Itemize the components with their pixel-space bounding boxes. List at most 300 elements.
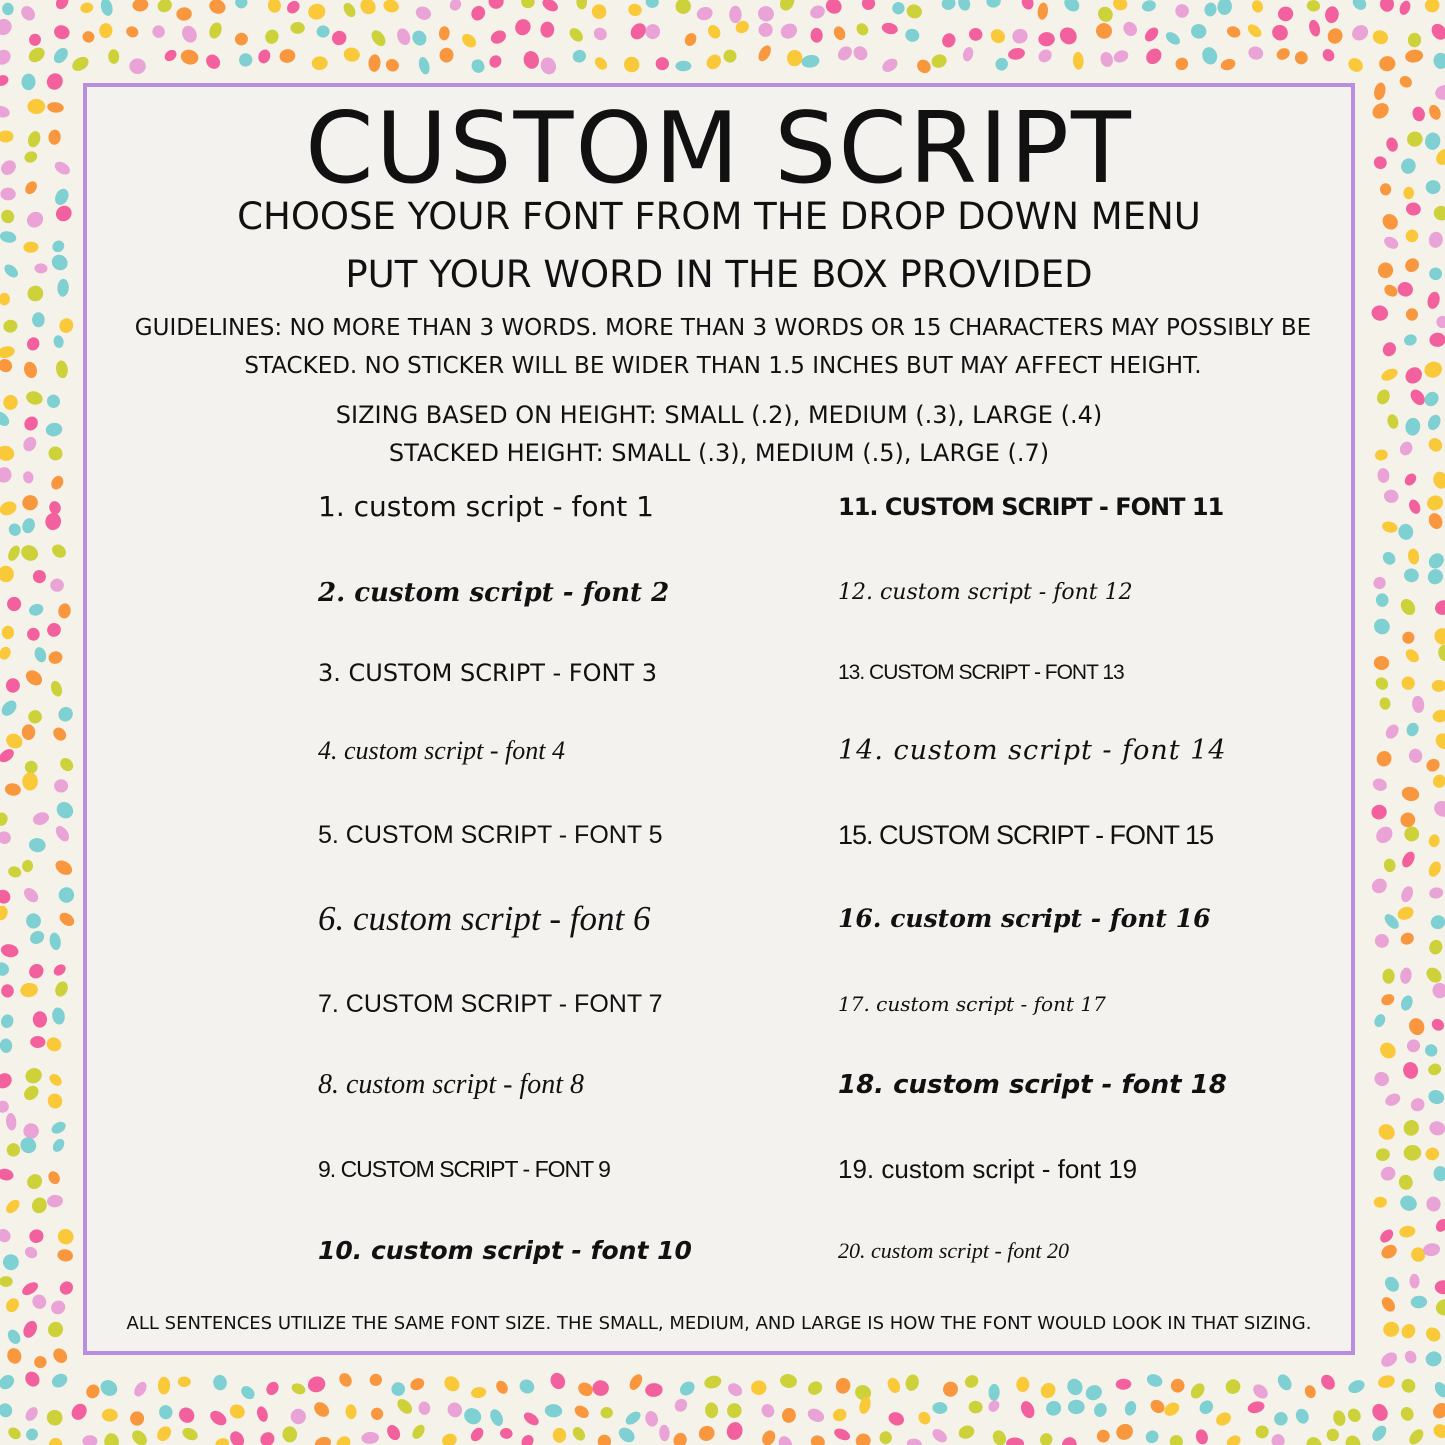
confetti-dot xyxy=(1223,1376,1244,1397)
confetti-dot xyxy=(21,493,40,512)
confetti-dot xyxy=(290,1381,307,1396)
confetti-dot xyxy=(1403,1145,1421,1161)
font-sample-13: 13. CUSTOM SCRIPT - FONT 13 xyxy=(838,661,1124,684)
confetti-dot xyxy=(1424,131,1442,151)
confetti-dot xyxy=(1056,24,1080,48)
confetti-dot xyxy=(1373,656,1389,671)
confetti-dot xyxy=(623,1409,643,1427)
confetti-dot xyxy=(24,209,46,231)
confetti-dot xyxy=(990,1428,1008,1445)
confetti-dot xyxy=(881,21,899,35)
confetti-dot xyxy=(22,360,39,379)
confetti-dot xyxy=(1403,647,1421,665)
confetti-dot xyxy=(1332,1409,1347,1427)
confetti-dot xyxy=(705,23,723,41)
confetti-dot xyxy=(1429,1016,1445,1033)
confetti-dot xyxy=(1425,566,1445,587)
confetti-dot xyxy=(1379,1242,1399,1261)
confetti-dot xyxy=(1428,886,1444,899)
confetti-dot xyxy=(988,26,1008,46)
confetti-dot xyxy=(553,1428,567,1443)
confetti-dot xyxy=(84,1382,102,1401)
confetti-dot xyxy=(592,55,609,72)
confetti-dot xyxy=(1403,227,1420,244)
confetti-dot xyxy=(616,1425,637,1445)
confetti-dot xyxy=(22,74,36,91)
confetti-dot xyxy=(1404,417,1421,436)
confetti-dot xyxy=(1373,675,1390,693)
confetti-dot xyxy=(51,45,71,66)
confetti-dot xyxy=(21,1319,40,1340)
confetti-dot xyxy=(1426,859,1443,878)
font-sample-16: 16. custom script - font 16 xyxy=(838,904,1211,933)
confetti-dot xyxy=(0,47,14,68)
confetti-dot xyxy=(53,799,76,822)
confetti-dot xyxy=(0,645,13,662)
confetti-dot xyxy=(1422,1042,1440,1060)
confetti-dot xyxy=(776,1434,795,1445)
confetti-dot xyxy=(1405,1037,1423,1054)
font-sample-5: 5. CUSTOM SCRIPT - FONT 5 xyxy=(318,821,663,849)
confetti-dot xyxy=(1016,1376,1030,1392)
confetti-dot xyxy=(1162,1400,1182,1419)
confetti-dot xyxy=(58,755,76,773)
confetti-dot xyxy=(778,21,800,42)
confetti-dot xyxy=(1373,823,1396,846)
confetti-dot xyxy=(723,49,736,62)
confetti-dot xyxy=(0,564,15,583)
confetti-dot xyxy=(538,55,558,76)
confetti-dot xyxy=(57,279,69,297)
confetti-dot xyxy=(1424,493,1445,514)
confetti-dot xyxy=(1428,231,1444,249)
confetti-dot xyxy=(1382,968,1395,984)
confetti-dot xyxy=(930,52,949,70)
confetti-dot xyxy=(27,1227,45,1245)
confetti-dot xyxy=(278,48,296,64)
confetti-dot xyxy=(50,238,67,255)
confetti-dot xyxy=(1433,52,1445,69)
confetti-dot xyxy=(0,887,13,907)
confetti-dot xyxy=(1399,931,1416,947)
confetti-dot xyxy=(410,28,429,48)
confetti-dot xyxy=(1431,708,1445,724)
confetti-dot xyxy=(570,1425,587,1443)
confetti-dot xyxy=(1398,1224,1416,1238)
confetti-dot xyxy=(44,512,62,532)
confetti-dot xyxy=(176,1404,198,1426)
confetti-dot xyxy=(1277,5,1295,22)
confetti-dot xyxy=(313,1435,333,1445)
confetti-dot xyxy=(1378,696,1391,710)
confetti-dot xyxy=(447,0,463,13)
confetti-dot xyxy=(0,1013,15,1030)
confetti-dot xyxy=(6,1425,23,1441)
confetti-dot xyxy=(1083,1382,1105,1403)
confetti-dot xyxy=(19,982,38,999)
sizing-height-text: SIZING BASED ON HEIGHT: SMALL (.2), MEDIUM (.3), LARGE (.4) xyxy=(335,401,1103,429)
confetti-dot xyxy=(1433,1165,1445,1182)
confetti-dot xyxy=(1426,290,1442,310)
confetti-dot xyxy=(0,943,20,959)
confetti-dot xyxy=(6,678,20,693)
confetti-dot xyxy=(27,628,40,641)
confetti-dot xyxy=(22,773,38,791)
confetti-dot xyxy=(33,646,48,664)
confetti-dot xyxy=(53,202,75,224)
confetti-dot xyxy=(704,52,724,73)
confetti-dot xyxy=(726,1381,745,1399)
confetti-dot xyxy=(1431,1421,1445,1441)
confetti-dot xyxy=(0,1401,15,1420)
confetti-dot xyxy=(1382,1320,1401,1338)
confetti-dot xyxy=(1324,1427,1341,1444)
confetti-dot xyxy=(25,335,42,352)
confetti-dot xyxy=(488,1407,506,1428)
confetti-dot xyxy=(0,904,9,922)
confetti-dot xyxy=(1006,1437,1024,1445)
confetti-dot xyxy=(1396,904,1416,922)
confetti-dot xyxy=(227,1429,246,1445)
confetti-dot xyxy=(1399,885,1415,904)
confetti-dot xyxy=(0,499,19,518)
confetti-dot xyxy=(1219,57,1237,72)
confetti-dot xyxy=(256,48,272,66)
confetti-dot xyxy=(1037,2,1049,20)
stacked-height-text: STACKED HEIGHT: SMALL (.3), MEDIUM (.5), LARGE (.7) xyxy=(388,439,1050,467)
confetti-dot xyxy=(384,1423,402,1443)
confetti-dot xyxy=(1427,938,1444,956)
page-title: CUSTOM SCRIPT xyxy=(305,92,1133,206)
confetti-dot xyxy=(780,1407,797,1425)
confetti-dot xyxy=(1371,574,1388,591)
confetti-dot xyxy=(1396,280,1416,299)
confetti-dot xyxy=(487,53,504,70)
confetti-dot xyxy=(1374,448,1389,461)
confetti-dot xyxy=(178,1376,192,1387)
confetti-dot xyxy=(854,21,871,38)
confetti-dot xyxy=(150,23,167,40)
confetti-dot xyxy=(99,23,113,39)
confetti-dot xyxy=(1400,675,1416,691)
confetti-dot xyxy=(1225,24,1242,39)
confetti-dot xyxy=(1376,261,1394,280)
confetti-dot xyxy=(941,1379,960,1399)
confetti-dot xyxy=(237,51,255,69)
confetti-dot xyxy=(1408,387,1428,408)
confetti-dot xyxy=(1112,48,1130,64)
confetti-dot xyxy=(1431,798,1445,820)
confetti-dot xyxy=(1369,803,1388,822)
confetti-dot xyxy=(50,1346,69,1366)
confetti-dot xyxy=(49,251,71,273)
confetti-dot xyxy=(760,1428,778,1445)
confetti-dot xyxy=(1405,202,1421,217)
confetti-dot xyxy=(26,961,46,981)
confetti-dot xyxy=(1424,756,1442,774)
confetti-dot xyxy=(0,983,15,998)
confetti-dot xyxy=(1371,776,1389,793)
confetti-dot xyxy=(986,1398,1001,1414)
confetti-dot xyxy=(805,1406,826,1425)
confetti-dot xyxy=(1398,810,1418,829)
confetti-dot xyxy=(519,1433,536,1445)
confetti-dot xyxy=(341,1,358,19)
confetti-dot xyxy=(0,345,16,360)
font-sample-7: 7. CUSTOM SCRIPT - FONT 7 xyxy=(318,990,663,1018)
confetti-dot xyxy=(1141,0,1157,13)
confetti-dot xyxy=(32,312,45,327)
confetti-dot xyxy=(0,1276,13,1287)
confetti-dot xyxy=(51,1006,66,1025)
confetti-dot xyxy=(0,811,10,828)
confetti-dot xyxy=(1275,46,1292,62)
confetti-dot xyxy=(1194,1428,1209,1445)
confetti-dot xyxy=(50,578,64,592)
confetti-dot xyxy=(329,28,349,48)
confetti-dot xyxy=(81,29,96,44)
confetti-dot xyxy=(1214,1410,1234,1428)
confetti-dot xyxy=(988,1384,1000,1401)
confetti-dot xyxy=(2,262,21,280)
confetti-dot xyxy=(540,21,555,38)
confetti-dot xyxy=(440,1431,459,1445)
confetti-dot xyxy=(677,1379,697,1399)
confetti-dot xyxy=(46,1169,62,1186)
confetti-dot xyxy=(58,886,75,903)
confetti-dot xyxy=(4,1296,22,1315)
confetti-dot xyxy=(1369,1423,1389,1444)
confetti-dot xyxy=(572,1403,591,1421)
confetti-dot xyxy=(1275,1372,1294,1393)
confetti-dot xyxy=(1269,22,1291,44)
confetti-dot xyxy=(44,1407,66,1429)
confetti-dot xyxy=(887,1410,907,1428)
confetti-dot xyxy=(963,1373,981,1391)
confetti-dot xyxy=(1011,27,1030,45)
confetti-dot xyxy=(207,0,228,16)
confetti-dot xyxy=(957,1423,977,1441)
confetti-dot xyxy=(459,31,478,50)
confetti-dot xyxy=(835,44,855,64)
confetti-dot xyxy=(1200,45,1219,66)
confetti-dot xyxy=(44,620,63,639)
confetti-dot xyxy=(1401,1117,1422,1138)
confetti-dot xyxy=(27,928,46,947)
confetti-dot xyxy=(1402,256,1421,275)
confetti-dot xyxy=(214,1437,230,1445)
confetti-dot xyxy=(1350,0,1369,13)
confetti-dot xyxy=(1378,55,1396,72)
confetti-dot xyxy=(0,1099,11,1115)
confetti-dot xyxy=(1428,913,1445,932)
confetti-dot xyxy=(906,1438,922,1445)
confetti-dot xyxy=(1422,359,1444,380)
confetti-dot xyxy=(70,54,91,74)
confetti-dot xyxy=(55,1226,76,1247)
confetti-dot xyxy=(1434,1217,1445,1234)
confetti-dot xyxy=(50,1137,66,1154)
confetti-dot xyxy=(1173,55,1191,73)
confetti-dot xyxy=(103,1432,119,1445)
confetti-dot xyxy=(470,1386,487,1399)
confetti-dot xyxy=(27,602,45,618)
confetti-dot xyxy=(1164,30,1183,48)
confetti-dot xyxy=(1294,51,1308,65)
confetti-dot xyxy=(596,1433,612,1445)
confetti-dot xyxy=(1092,1401,1109,1419)
confetti-dot xyxy=(469,57,487,75)
confetti-dot xyxy=(53,858,75,878)
confetti-dot xyxy=(267,0,283,14)
confetti-dot xyxy=(176,7,193,22)
confetti-dot xyxy=(672,1396,690,1414)
confetti-dot xyxy=(1346,1378,1366,1396)
confetti-dot xyxy=(461,1405,484,1428)
confetti-dot xyxy=(1318,1372,1337,1392)
confetti-dot xyxy=(227,1402,247,1421)
confetti-dot xyxy=(1408,748,1423,764)
confetti-dot xyxy=(961,46,974,63)
font-sample-1: 1. custom script - font 1 xyxy=(318,490,654,523)
confetti-dot xyxy=(0,1226,13,1245)
confetti-dot xyxy=(1427,265,1444,282)
confetti-dot xyxy=(1427,103,1443,121)
confetti-dot xyxy=(33,1011,47,1027)
font-sample-18: 18. custom script - font 18 xyxy=(838,1070,1227,1100)
confetti-dot xyxy=(810,28,823,43)
confetti-dot xyxy=(879,1431,892,1445)
confetti-dot xyxy=(675,0,692,15)
confetti-dot xyxy=(916,1410,933,1427)
confetti-dot xyxy=(158,1377,171,1395)
confetti-dot xyxy=(571,48,588,65)
confetti-dot xyxy=(21,435,39,454)
confetti-dot xyxy=(203,52,223,72)
font-sample-2: 2. custom script - font 2 xyxy=(318,578,670,608)
confetti-dot xyxy=(1349,22,1371,44)
confetti-dot xyxy=(1398,1174,1414,1191)
confetti-dot xyxy=(24,389,44,406)
confetti-dot xyxy=(1397,74,1414,90)
confetti-dot xyxy=(522,1410,541,1428)
confetti-dot xyxy=(1018,1399,1037,1420)
confetti-dot xyxy=(45,1319,66,1340)
confetti-dot xyxy=(1375,1121,1397,1143)
confetti-dot xyxy=(1371,154,1389,172)
confetti-dot xyxy=(1426,180,1441,194)
confetti-dot xyxy=(1435,1280,1445,1294)
confetti-dot xyxy=(1403,333,1419,347)
confetti-dot xyxy=(1409,1096,1427,1114)
confetti-dot xyxy=(369,1406,385,1422)
confetti-dot xyxy=(1432,1380,1445,1400)
confetti-dot xyxy=(49,679,64,698)
font-sample-9: 9. CUSTOM SCRIPT - FONT 9 xyxy=(318,1156,610,1182)
confetti-dot xyxy=(1383,1091,1402,1108)
confetti-dot xyxy=(57,1248,74,1262)
confetti-dot xyxy=(361,1431,380,1444)
confetti-dot xyxy=(368,54,381,72)
confetti-dot xyxy=(904,27,921,43)
confetti-dot xyxy=(0,746,16,764)
confetti-dot xyxy=(23,1245,39,1261)
confetti-dot xyxy=(369,28,389,49)
confetti-dot xyxy=(345,1404,357,1420)
confetti-dot xyxy=(47,101,65,113)
confetti-dot xyxy=(49,1298,68,1317)
confetti-dot xyxy=(1116,1378,1132,1390)
confetti-dot xyxy=(757,22,774,38)
confetti-dot xyxy=(0,16,15,38)
confetti-dot xyxy=(25,283,47,305)
confetti-dot xyxy=(408,1376,426,1393)
confetti-dot xyxy=(1167,1433,1185,1445)
font-sample-6: 6. custom script - font 6 xyxy=(318,899,651,938)
confetti-dot xyxy=(544,1403,562,1418)
confetti-dot xyxy=(576,0,588,10)
confetti-dot xyxy=(1397,523,1414,541)
confetti-dot xyxy=(520,0,536,9)
confetti-dot xyxy=(540,0,560,14)
confetti-dot xyxy=(1375,1147,1391,1162)
confetti-dot xyxy=(1294,1407,1311,1426)
confetti-dot xyxy=(1247,45,1265,62)
confetti-dot xyxy=(1320,47,1336,64)
confetti-dot xyxy=(968,27,984,42)
font-sample-17: 17. custom script - font 17 xyxy=(838,992,1106,1016)
confetti-dot xyxy=(1190,23,1208,40)
confetti-dot xyxy=(1143,45,1165,67)
confetti-dot xyxy=(1423,1325,1443,1345)
confetti-dot xyxy=(52,334,64,348)
confetti-dot xyxy=(750,1380,767,1396)
confetti-dot xyxy=(1382,234,1401,251)
info-card xyxy=(83,83,1355,1355)
confetti-dot xyxy=(1398,1193,1420,1214)
confetti-dot xyxy=(0,960,11,978)
confetti-dot xyxy=(395,26,413,47)
confetti-dot xyxy=(627,2,643,17)
confetti-dot xyxy=(705,1402,719,1418)
font-sample-19: 19. custom script - font 19 xyxy=(838,1154,1138,1184)
confetti-dot xyxy=(1142,25,1161,44)
confetti-dot xyxy=(311,1399,332,1420)
confetti-dot xyxy=(410,1422,427,1441)
confetti-dot xyxy=(34,263,48,274)
confetti-dot xyxy=(27,32,42,48)
confetti-dot xyxy=(79,1,94,14)
confetti-dot xyxy=(1375,388,1392,407)
confetti-dot xyxy=(1197,1398,1216,1417)
font-sample-12: 12. custom script - font 12 xyxy=(838,580,1133,605)
confetti-dot xyxy=(30,1036,46,1049)
confetti-dot xyxy=(659,1424,670,1441)
confetti-dot xyxy=(645,0,659,8)
confetti-dot xyxy=(1250,0,1265,14)
confetti-dot xyxy=(1306,0,1321,12)
confetti-dot xyxy=(589,2,609,22)
confetti-dot xyxy=(108,49,120,64)
confetti-dot xyxy=(1370,304,1390,323)
confetti-dot xyxy=(30,1292,49,1311)
confetti-dot xyxy=(1379,211,1401,233)
confetti-dot xyxy=(21,885,41,905)
confetti-dot xyxy=(49,542,68,561)
confetti-dot xyxy=(834,1377,851,1395)
confetti-dot xyxy=(1373,81,1387,101)
confetti-dot xyxy=(57,1279,76,1298)
